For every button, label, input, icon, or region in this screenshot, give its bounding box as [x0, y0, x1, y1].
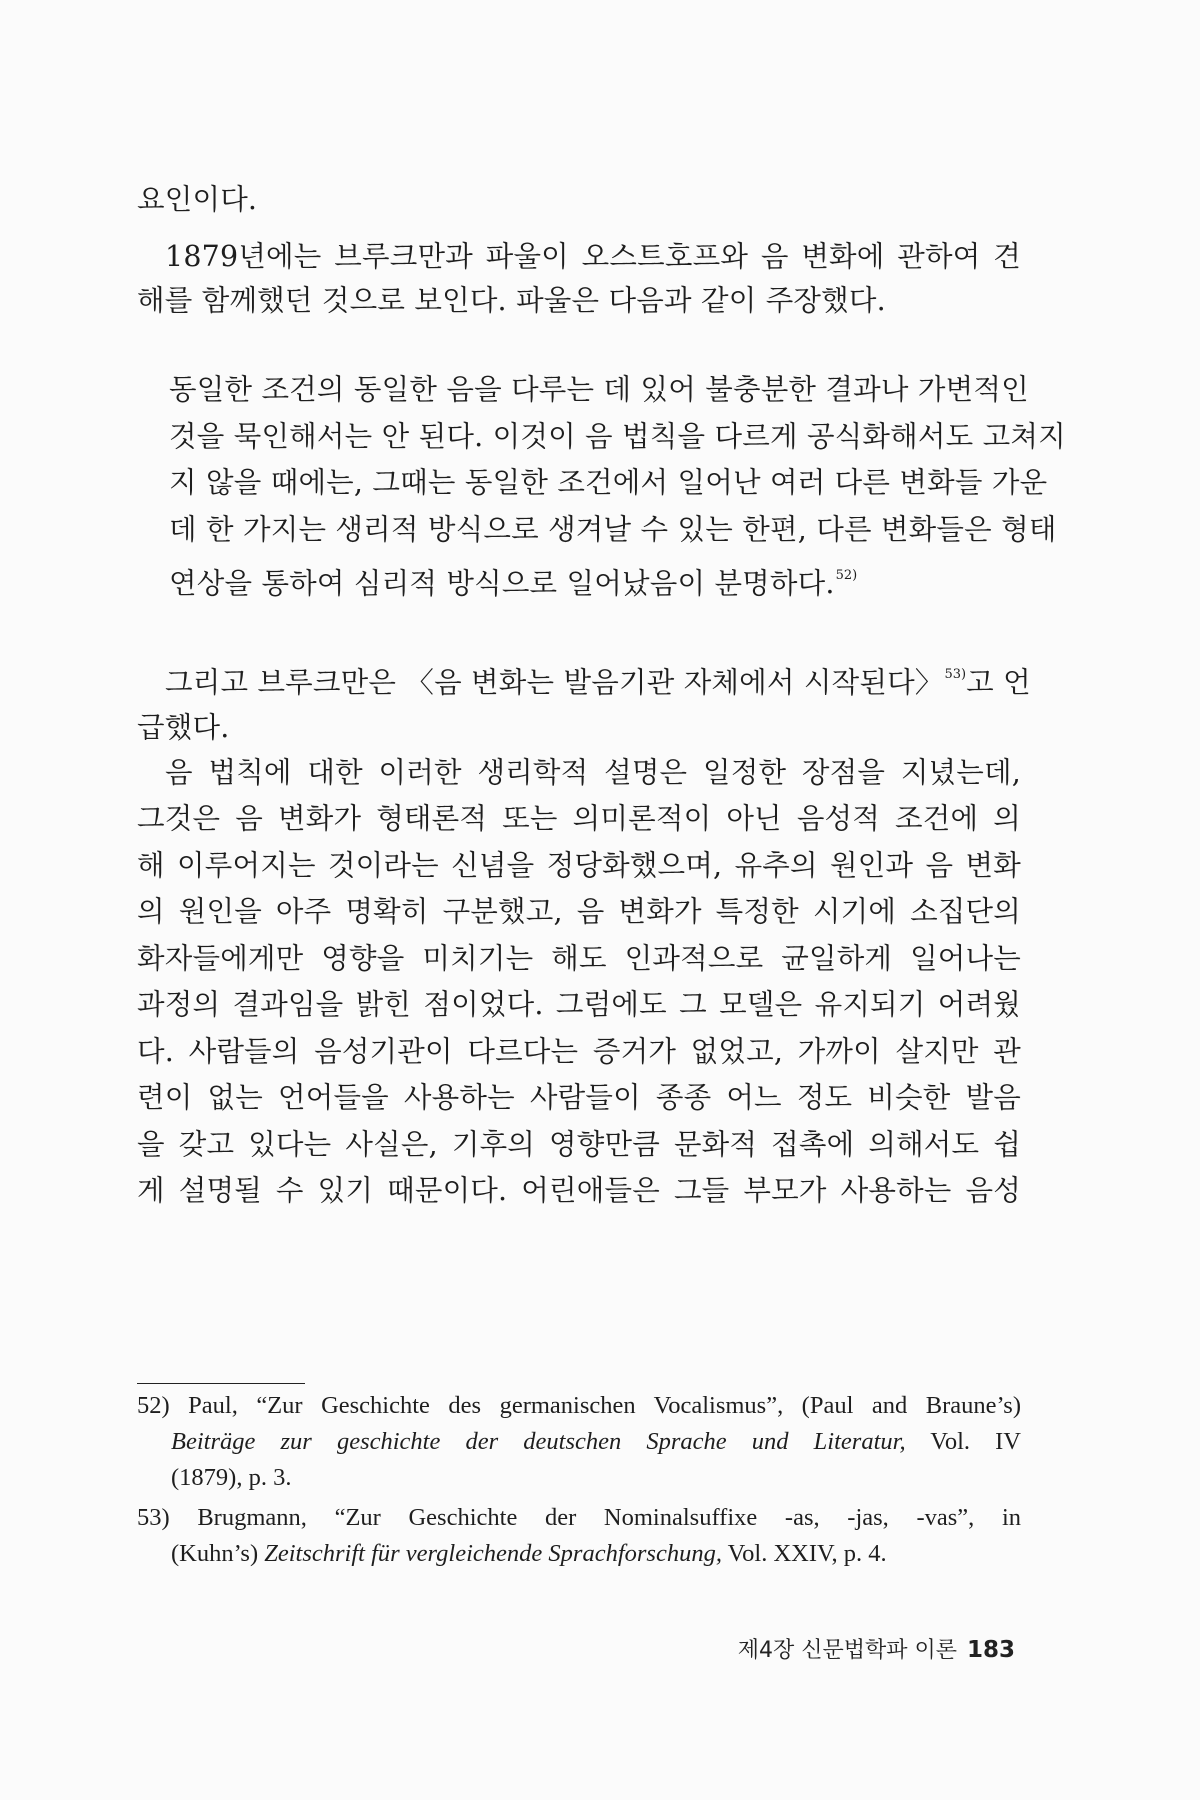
footnote-text: Paul, “Zur Geschichte des germanischen Vocalismus”, (Paul and Braune’s) — [188, 1392, 1022, 1419]
paragraph-line: 해 이루어지는 것이라는 신념을 정당화했으며, 유추의 원인과 음 변화 — [137, 848, 1021, 882]
paragraph-line: 과정의 결과임을 밝힌 점이었다. 그럼에도 그 모델은 유지되기 어려웠 — [137, 988, 1021, 1021]
paragraph-text: 그리고 브루크만은 〈음 변화는 발음기관 자체에서 시작된다〉 — [165, 665, 944, 699]
paragraph — [137, 235, 1021, 323]
footnote-text: (Kuhn’s) — [171, 1540, 265, 1567]
block-quote — [137, 367, 1066, 608]
footnote-divider — [137, 1383, 305, 1384]
quote-line: 동일한 조건의 동일한 음을 다루는 데 있어 불충분한 결과나 가변적인 — [169, 373, 1029, 406]
paragraph-line: 1879년에는 브루크만과 파울이 오스트호프와 음 변화에 관하여 견 — [165, 240, 1021, 273]
quote-line: 데 한 가지는 생리적 방식으로 생겨날 수 있는 한편, 다른 변화들은 형태 — [169, 512, 1057, 546]
page-footer — [738, 1633, 1015, 1664]
paragraph — [137, 652, 1031, 750]
paragraph-text: 고 언 — [966, 665, 1031, 699]
quote-line: 것을 묵인해서는 안 된다. 이것이 음 법칙을 다르게 공식화해서도 고쳐지 — [169, 419, 1066, 453]
quote-line: 지 않을 때에는, 그때는 동일한 조건에서 일어난 여러 다른 변화들 가운 — [169, 466, 1048, 499]
footnote-text: Vol. XXIV, p. 4. — [721, 1540, 887, 1567]
paragraph-line: 화자들에게만 영향을 미치기는 해도 인과적으로 균일하게 일어나는 — [137, 941, 1021, 975]
footnote-52 — [137, 1388, 1021, 1496]
main-text — [137, 178, 1066, 1215]
chapter-title: 제4장 신문법학파 이론 — [737, 1638, 957, 1663]
footnote-ref-52[interactable]: 52) — [835, 568, 858, 583]
footnote-53 — [137, 1500, 1021, 1572]
footnotes — [137, 1388, 1021, 1576]
footnote-line — [137, 1536, 1021, 1572]
footnote-text: Brugmann, “Zur Geschichte der Nominalsuffixe -as, -jas, -vas”, in — [197, 1504, 1021, 1531]
footnote-number: 53) — [137, 1504, 170, 1531]
paragraph-line — [137, 652, 1031, 705]
footnote-line — [137, 1500, 1021, 1536]
footnote-line: (1879), p. 3. — [171, 1464, 292, 1491]
paragraph — [137, 750, 1021, 1215]
footnote-text: Vol. IV — [905, 1428, 1021, 1455]
paragraph-line: 다. 사람들의 음성기관이 다르다는 증거가 없었고, 가까이 살지만 관 — [137, 1034, 1021, 1068]
paragraph-line: 을 갖고 있다는 사실은, 기후의 영향만큼 문화적 접촉에 의해서도 쉽 — [137, 1127, 1021, 1161]
footnote-ref-53[interactable]: 53) — [944, 666, 967, 682]
paragraph-line: 요인이다. — [137, 183, 258, 216]
footnote-title: Beiträge zur geschichte der deutschen Sprache und Literatur, — [171, 1428, 906, 1455]
paragraph-line: 해를 함께했던 것으로 보인다. 파울은 다음과 같이 주장했다. — [137, 284, 886, 317]
footnote-line — [137, 1424, 1021, 1460]
paragraph-line: 련이 없는 언어들을 사용하는 사람들이 종종 어느 정도 비슷한 발음 — [137, 1081, 1021, 1114]
footnote-number: 52) — [137, 1392, 170, 1419]
quote-text: 연상을 통하여 심리적 방식으로 일어났음이 분명하다. — [169, 567, 835, 600]
paragraph-line: 의 원인을 아주 명확히 구분했고, 음 변화가 특정한 시기에 소집단의 — [137, 895, 1021, 928]
paragraph-line: 음 법칙에 대한 이러한 생리학적 설명은 일정한 장점을 지녔는데, — [165, 755, 1021, 789]
paragraph-line: 게 설명될 수 있기 때문이다. 어린애들은 그들 부모가 사용하는 음성 — [137, 1174, 1021, 1207]
footnote-line — [137, 1388, 1021, 1424]
paragraph-line: 급했다. — [137, 710, 230, 744]
page-number: 183 — [966, 1637, 1015, 1663]
paragraph-line: 그것은 음 변화가 형태론적 또는 의미론적이 아닌 음성적 조건에 의 — [137, 802, 1021, 835]
quote-line — [169, 553, 1021, 608]
footnote-title: Zeitschrift für vergleichende Sprachforschung, — [264, 1540, 722, 1567]
